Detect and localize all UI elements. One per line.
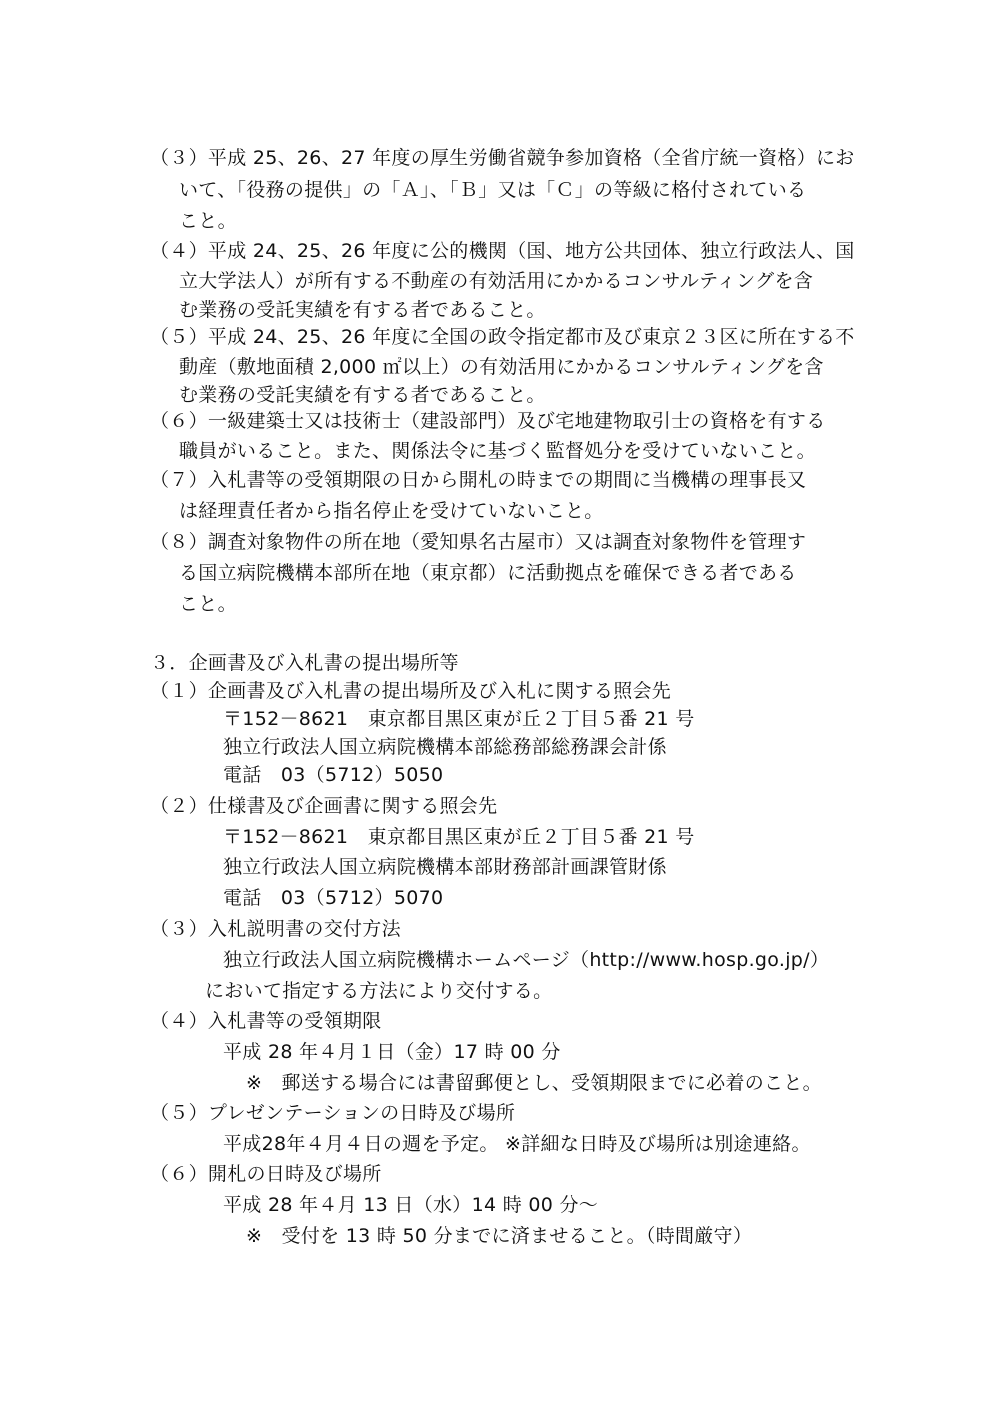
section-3-item-2-address: 〒152－8621 東京都目黒区東が丘２丁目５番 21 号 bbox=[223, 826, 695, 848]
section-3-item-3-line-1: 独立行政法人国立病院機構ホームページ（http://www.hosp.go.jp/） bbox=[223, 949, 830, 971]
requirement-7-line-1: （７）入札書等の受領期限の日から開札の時までの期間に当機構の理事長又 bbox=[150, 469, 807, 491]
section-3-item-6-title: （６）開札の日時及び場所 bbox=[150, 1163, 382, 1185]
requirement-4-line-1: （４）平成 24、25、26 年度に公的機関（国、地方公共団体、独立行政法人、国 bbox=[150, 240, 855, 262]
section-3-item-3-line-2: において指定する方法により交付する。 bbox=[205, 980, 553, 1002]
section-3-item-4-deadline: 平成 28 年４月１日（金）17 時 00 分 bbox=[223, 1041, 561, 1063]
section-3-item-5-schedule: 平成28年４月４日の週を予定。 ※詳細な日時及び場所は別途連絡。 bbox=[223, 1133, 811, 1155]
section-3-item-3-title: （３）入札説明書の交付方法 bbox=[150, 918, 401, 940]
section-3-item-2-organization: 独立行政法人国立病院機構本部財務部計画課管財係 bbox=[223, 856, 667, 878]
requirement-8-line-2: る国立病院機構本部所在地（東京都）に活動拠点を確保できる者である bbox=[179, 562, 797, 584]
section-3-item-1-organization: 独立行政法人国立病院機構本部総務部総務課会計係 bbox=[223, 736, 667, 758]
requirement-6-line-2: 職員がいること。また、関係法令に基づく監督処分を受けていないこと。 bbox=[179, 440, 816, 462]
section-3-heading: ３．企画書及び入札書の提出場所等 bbox=[150, 652, 459, 674]
section-3-item-5-title: （５）プレゼンテーションの日時及び場所 bbox=[150, 1102, 516, 1124]
section-3-item-1-phone: 電話 03（5712）5050 bbox=[223, 764, 444, 786]
requirement-3-line-2: いて、「役務の提供」の「Ａ」、「Ｂ」又は「Ｃ」の等級に格付されている bbox=[179, 179, 807, 201]
section-3-item-4-note: ※ 郵送する場合には書留郵便とし、受領期限までに必着のこと。 bbox=[246, 1072, 822, 1094]
section-3-item-2-phone: 電話 03（5712）5070 bbox=[223, 887, 444, 909]
requirement-7-line-2: は経理責任者から指名停止を受けていないこと。 bbox=[179, 500, 604, 522]
section-3-item-6-note: ※ 受付を 13 時 50 分までに済ませること。（時間厳守） bbox=[246, 1225, 753, 1247]
requirement-3-line-3: こと。 bbox=[179, 210, 237, 232]
requirement-5-line-3: む業務の受託実績を有する者であること。 bbox=[179, 384, 546, 406]
requirement-4-line-3: む業務の受託実績を有する者であること。 bbox=[179, 299, 546, 321]
requirement-5-line-1: （５）平成 24、25、26 年度に全国の政令指定都市及び東京２３区に所在する不 bbox=[150, 326, 855, 348]
requirement-5-line-2: 動産（敷地面積 2,000 ㎡以上）の有効活用にかかるコンサルティングを含 bbox=[179, 356, 824, 378]
section-3-item-4-title: （４）入札書等の受領期限 bbox=[150, 1010, 382, 1032]
requirement-3-line-1: （３）平成 25、26、27 年度の厚生労働省競争参加資格（全省庁統一資格）にお bbox=[150, 147, 855, 169]
section-3-item-6-datetime: 平成 28 年４月 13 日（水）14 時 00 分～ bbox=[223, 1194, 599, 1216]
requirement-8-line-3: こと。 bbox=[179, 593, 237, 615]
section-3-item-2-title: （２）仕様書及び企画書に関する照会先 bbox=[150, 795, 498, 817]
section-3-item-1-title: （１）企画書及び入札書の提出場所及び入札に関する照会先 bbox=[150, 680, 672, 702]
requirement-6-line-1: （６）一級建築士又は技術士（建設部門）及び宅地建物取引士の資格を有する bbox=[150, 410, 826, 432]
requirement-8-line-1: （８）調査対象物件の所在地（愛知県名古屋市）又は調査対象物件を管理す bbox=[150, 531, 807, 553]
requirement-4-line-2: 立大学法人）が所有する不動産の有効活用にかかるコンサルティングを含 bbox=[179, 270, 814, 292]
section-3-item-1-address: 〒152－8621 東京都目黒区東が丘２丁目５番 21 号 bbox=[223, 708, 695, 730]
